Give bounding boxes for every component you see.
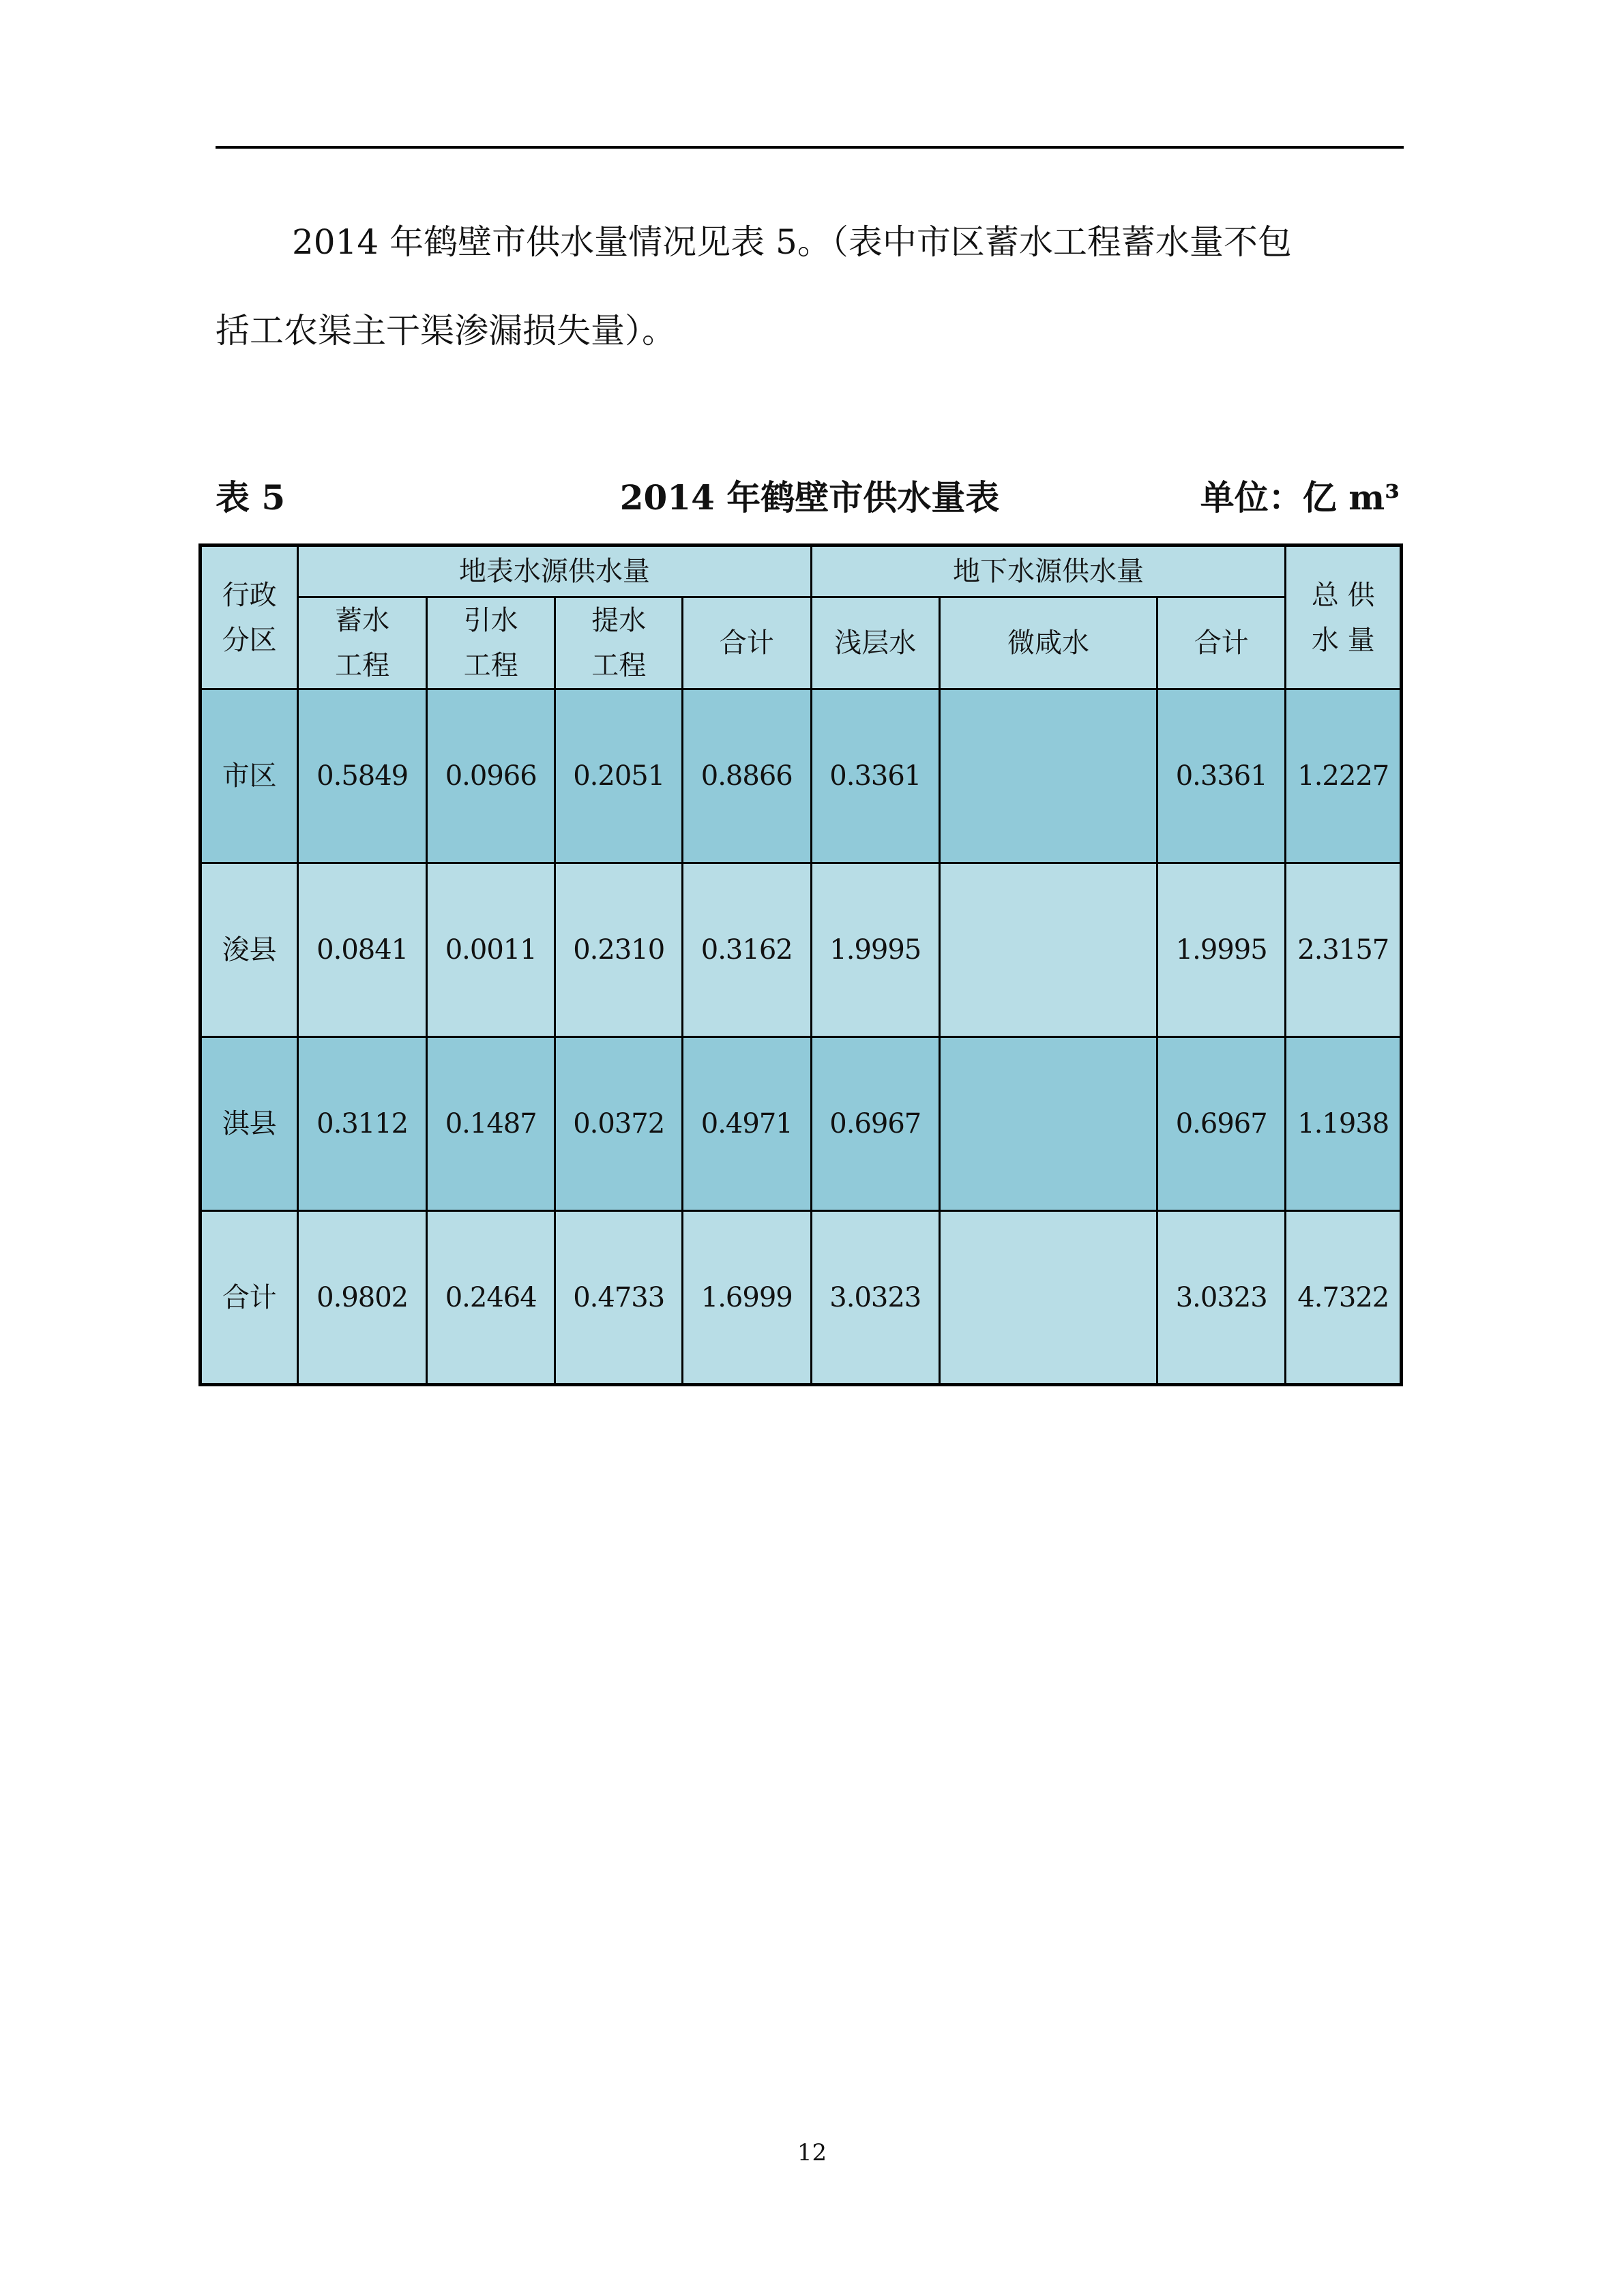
shallow-header: 浅层水: [811, 597, 940, 689]
lifting-header: 提水 工程: [555, 597, 683, 689]
cell-shallow: 3.0323: [811, 1211, 940, 1385]
paragraph-line-1: 2014 年鹤壁市供水量情况见表 5。（表中市区蓄水工程蓄水量不包: [292, 222, 1292, 262]
cell-surface-total: 0.4971: [682, 1037, 811, 1211]
cell-brackish: [940, 689, 1157, 863]
cell-lifting: 0.0372: [555, 1037, 683, 1211]
cell-total: 2.3157: [1286, 863, 1402, 1037]
table-row: [201, 863, 1402, 1037]
cell-brackish: [940, 1037, 1157, 1211]
cell-shallow: 0.6967: [811, 1037, 940, 1211]
district-header: 行政 分区: [201, 546, 298, 689]
diversion-header: 引水 工程: [426, 597, 555, 689]
table-row: [201, 689, 1402, 863]
cell-shallow: 1.9995: [811, 863, 940, 1037]
header-row-2: [201, 597, 1402, 689]
table-unit: 单位：亿 m³: [1200, 477, 1400, 518]
cell-diversion: 0.2464: [426, 1211, 555, 1385]
cell-lifting: 0.2310: [555, 863, 683, 1037]
cell-storage: 0.9802: [298, 1211, 427, 1385]
page-number: 12: [797, 2139, 827, 2166]
cell-brackish: [940, 1211, 1157, 1385]
ground-group-header: 地下水源供水量: [811, 546, 1286, 597]
cell-shallow: 0.3361: [811, 689, 940, 863]
cell-storage: 0.0841: [298, 863, 427, 1037]
table-title: 2014 年鹤壁市供水量表: [619, 477, 1000, 518]
cell-diversion: 0.1487: [426, 1037, 555, 1211]
total-supply-header: 总 供 水 量: [1286, 546, 1402, 689]
row-district: 合计: [201, 1211, 298, 1385]
cell-ground-total: 0.3361: [1157, 689, 1286, 863]
row-district: 淇县: [201, 1037, 298, 1211]
row-district: 市区: [201, 689, 298, 863]
cell-storage: 0.3112: [298, 1037, 427, 1211]
cell-diversion: 0.0011: [426, 863, 555, 1037]
table-row: [201, 1037, 1402, 1211]
table-number: 表 5: [216, 477, 286, 518]
cell-lifting: 0.2051: [555, 689, 683, 863]
row-district: 浚县: [201, 863, 298, 1037]
cell-surface-total: 0.3162: [682, 863, 811, 1037]
storage-header: 蓄水 工程: [298, 597, 427, 689]
cell-brackish: [940, 863, 1157, 1037]
cell-ground-total: 3.0323: [1157, 1211, 1286, 1385]
cell-total: 1.2227: [1286, 689, 1402, 863]
cell-lifting: 0.4733: [555, 1211, 683, 1385]
table-row: [201, 1211, 1402, 1385]
brackish-header: 微咸水: [940, 597, 1157, 689]
table-caption: [216, 471, 1404, 525]
paragraph-line-2: 括工农渠主干渠渗漏损失量）。: [216, 311, 676, 351]
surface-group-header: 地表水源供水量: [298, 546, 811, 597]
cell-ground-total: 1.9995: [1157, 863, 1286, 1037]
header-row-1: [201, 546, 1402, 597]
cell-surface-total: 1.6999: [682, 1211, 811, 1385]
header-rule: [216, 146, 1404, 149]
water-supply-table: [198, 543, 1403, 1386]
cell-total: 4.7322: [1286, 1211, 1402, 1385]
intro-paragraph: [216, 198, 1404, 375]
cell-storage: 0.5849: [298, 689, 427, 863]
cell-ground-total: 0.6967: [1157, 1037, 1286, 1211]
cell-diversion: 0.0966: [426, 689, 555, 863]
cell-surface-total: 0.8866: [682, 689, 811, 863]
ground-subtotal-header: 合计: [1157, 597, 1286, 689]
cell-total: 1.1938: [1286, 1037, 1402, 1211]
surface-subtotal-header: 合计: [682, 597, 811, 689]
